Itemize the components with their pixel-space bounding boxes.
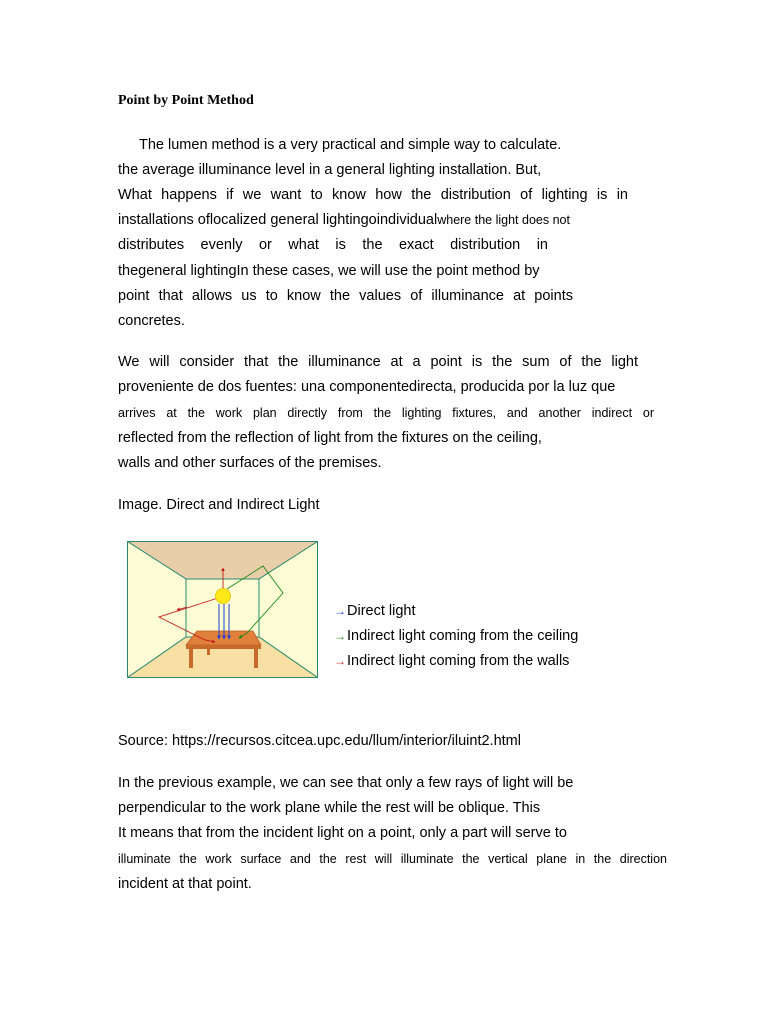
para1-line-4	[118, 211, 628, 229]
para3-line-4: illuminate the work surface and the rest will illuminate the vertical plane in the direction	[118, 852, 667, 866]
para3-line-2: perpendicular to the work plane while the rest will be oblique. This	[118, 800, 541, 816]
para2-line-2: proveniente de dos fuentes: una componentedirecta, producida por la luz que	[118, 379, 616, 395]
table-leg-left	[189, 646, 193, 668]
legend-ceiling	[334, 627, 578, 645]
blue-arrow-icon: →	[334, 604, 346, 618]
para3-line-3: It means that from the incident light on a point, only a part will serve to	[118, 825, 567, 841]
legend-direct-label: Direct light	[347, 603, 416, 619]
back-wall	[186, 579, 259, 637]
para1-line-2: the average illuminance level in a general lighting installation. But,	[118, 162, 542, 178]
para3-line-5: incident at that point.	[118, 876, 252, 892]
para2-line-1: We will consider that the illuminance at a point is the sum of the light	[118, 354, 638, 370]
light-diagram	[127, 541, 318, 678]
red-arrow-icon: →	[334, 654, 346, 668]
para1-line-8: concretes.	[118, 313, 185, 329]
para1-line-5: distributes evenly or what is the exact distribution in	[118, 237, 548, 253]
para2-line-3: arrives at the work plan directly from the lighting fixtures, and another indirect or	[118, 406, 654, 420]
legend-walls	[334, 652, 569, 670]
table-edge	[186, 645, 261, 649]
para1-line-4-main: installations oflocalized general lightingoindividual	[118, 212, 438, 228]
legend-walls-label: Indirect light coming from the walls	[347, 653, 570, 669]
green-arrow-icon: →	[334, 629, 346, 643]
para1-line-7: point that allows us to know the values of illuminance at points	[118, 288, 573, 304]
table-leg-right	[254, 646, 258, 668]
para1-line-6: thegeneral lightingIn these cases, we will use the point method by	[118, 263, 540, 279]
legend-ceiling-label: Indirect light coming from the ceiling	[347, 628, 579, 644]
legend-direct	[334, 602, 416, 620]
para1-line-1: The lumen method is a very practical and simple way to calculate.	[139, 137, 562, 153]
section-heading: Point by Point Method	[118, 93, 254, 108]
para2-line-4: reflected from the reflection of light from the fixtures on the ceiling,	[118, 430, 542, 446]
lamp-bulb	[216, 589, 231, 604]
para1-line-4-small: where the light does not	[437, 213, 570, 227]
para3-line-1: In the previous example, we can see that only a few rays of light will be	[118, 775, 574, 791]
para1-line-3: What happens if we want to know how the distribution of lighting is in	[118, 187, 628, 203]
room	[128, 542, 318, 678]
source-line: Source: https://recursos.citcea.upc.edu/llum/interior/iluint2.html	[118, 733, 521, 749]
para2-line-5: walls and other surfaces of the premises.	[118, 455, 382, 471]
image-caption: Image. Direct and Indirect Light	[118, 497, 320, 513]
